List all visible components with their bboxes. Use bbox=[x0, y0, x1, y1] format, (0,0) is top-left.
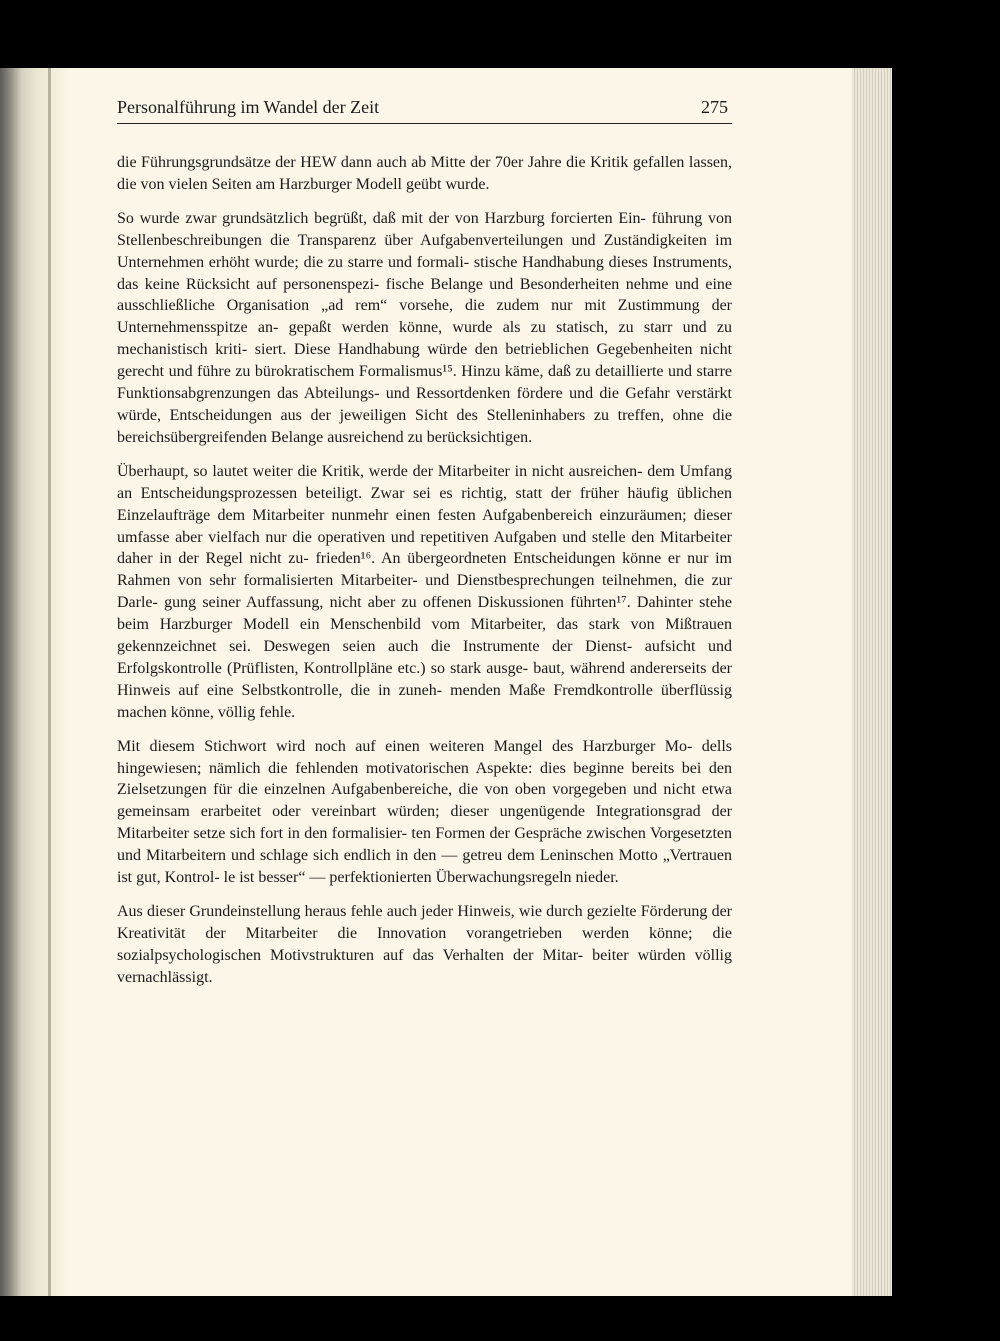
page-edges bbox=[852, 68, 892, 1296]
text-line: sich endlich in den — getreu dem Leninschen Motto „Vertrauen ist gut, Kontrol- bbox=[117, 847, 732, 887]
text-line: le ist besser“ — perfektionierten Überwachungsregeln nieder. bbox=[223, 869, 619, 887]
paragraph bbox=[117, 152, 732, 196]
text-line: und führe zu bürokratischem Formalismus¹⁵. Hinzu käme, daß zu detaillierte bbox=[168, 363, 664, 381]
text-line: So wurde zwar grundsätzlich begrüßt, daß mit der von Harzburg forcierten Ein- bbox=[117, 209, 646, 227]
text-line: und Zuständigkeiten im Unternehmen erhöht wurde; die zu starre und formali- bbox=[117, 231, 733, 271]
text-line: gefallen lassen, die von vielen Seiten am Harzburger Modell geübt wurde. bbox=[117, 154, 733, 193]
book-binding-shadow bbox=[0, 68, 70, 1296]
running-header-title: Personalführung im Wandel der Zeit bbox=[117, 97, 380, 117]
paragraph bbox=[117, 208, 732, 449]
text-line: ungenügende Integrationsgrad der Mitarbeiter setze sich fort in den formalisier- bbox=[117, 803, 732, 843]
text-line: siert. Diese Handhabung würde den betrieblichen Gegebenheiten nicht gerecht bbox=[117, 341, 733, 381]
text-line: Mißtrauen gekennzeichnet sei. Deswegen seien auch die Instrumente der Dienst- bbox=[117, 616, 732, 656]
text-line: stische Handhabung dieses Instruments, das keine Rücksicht auf personenspezi- bbox=[117, 253, 733, 293]
text-line: und die Gefahr verstärkt würde, Entscheidungen aus der jeweiligen Sicht des bbox=[117, 385, 733, 424]
text-line: menden Maße Fremdkontrolle überflüssig machen könne, völlig fehle. bbox=[117, 681, 732, 721]
running-header bbox=[117, 93, 732, 124]
text-line: „ad rem“ vorsehe, die zudem nur mit Zustimmung der Unternehmensspitze an- bbox=[117, 297, 733, 337]
text-line: fische Belange und Besonderheiten nehme und eine ausschließliche Organisation bbox=[117, 275, 733, 315]
paragraph bbox=[117, 901, 732, 989]
text-line: die Führungsgrundsätze der HEW dann auch ab Mitte der 70er Jahre die Kritik bbox=[117, 154, 629, 171]
text-line: könne; die sozialpsychologischen Motivstrukturen auf das Verhalten der Mitar- bbox=[117, 924, 733, 964]
text-line: beiter würden völlig vernachlässigt. bbox=[117, 946, 733, 986]
text-line: führung von Stellenbeschreibungen die Transparenz über Aufgabenverteilungen bbox=[117, 209, 733, 249]
text-line: gepaßt werden könne, wurde als zu statisch, zu starr und zu mechanistisch kriti- bbox=[117, 319, 732, 359]
text-line: stehe beim Harzburger Modell ein Menschenbild vom Mitarbeiter, das stark von bbox=[117, 594, 733, 634]
text-line: Mit diesem Stichwort wird noch auf einen weiteren Mangel des Harzburger Mo- bbox=[117, 737, 693, 755]
text-line: zu berücksichtigen. bbox=[407, 428, 533, 446]
paragraph bbox=[117, 736, 732, 889]
text-line: und repetitiven Aufgaben und stelle den Mitarbeiter daher in der Regel nicht zu- bbox=[117, 528, 733, 568]
text-line: baut, während andererseits der Hinweis auf eine Selbstkontrolle, die in zuneh- bbox=[117, 659, 733, 699]
text-line: Förderung der Kreativität der Mitarbeiter die Innovation vorangetrieben werden bbox=[117, 903, 733, 942]
text-line: bereits bei den Zielsetzungen für die einzelnen Aufgabenbereiche, die von oben bbox=[117, 759, 732, 799]
text-line: formalisierten Mitarbeiter- und Dienstbesprechungen teilnehmen, die zur Darle- bbox=[117, 572, 732, 612]
text-line: gung seiner Auffassung, nicht aber zu offenen Diskussionen führten¹⁷. Dahinter bbox=[164, 594, 693, 612]
text-line: dells hingewiesen; nämlich die fehlenden motivatorischen Aspekte: dies beginne bbox=[117, 737, 732, 777]
text-line: Aus dieser Grundeinstellung heraus fehle auch jeder Hinweis, wie durch gezielte bbox=[117, 903, 637, 920]
text-line: aufsicht und Erfolgskontrolle (Prüflisten, Kontrollpläne etc.) so stark ausge- bbox=[117, 638, 732, 677]
text-line: Stelleninhabers zu treffen, ohne die bereichsübergreifenden Belange ausreichend bbox=[117, 406, 733, 446]
text-line: frieden¹⁶. An übergeordneten Entscheidungen könne er nur im Rahmen von sehr bbox=[117, 550, 733, 590]
text-line: ten Formen der Gespräche zwischen Vorgesetzten und Mitarbeitern und schlage bbox=[117, 825, 732, 865]
text-line: früher häufig üblichen Einzelaufträge dem Mitarbeiter nunmehr einen festen bbox=[117, 484, 733, 524]
text-line: vorgegeben und nicht etwa gemeinsam erarbeitet oder vereinbart würden; dieser bbox=[117, 781, 733, 821]
text-line: dem Umfang an Entscheidungsprozessen beteiligt. Zwar sei es richtig, statt der bbox=[117, 462, 732, 502]
text-line: Aufgabenbereich einzuräumen; dieser umfasse aber vielfach nur die operativen bbox=[117, 506, 732, 546]
paragraph bbox=[117, 461, 732, 724]
page-number: 275 bbox=[701, 97, 728, 117]
text-line: Überhaupt, so lautet weiter die Kritik, werde der Mitarbeiter in nicht ausreichen- bbox=[117, 462, 643, 480]
binding-crease bbox=[48, 68, 51, 1296]
body-text bbox=[117, 152, 732, 1001]
text-line: und starre Funktionsabgrenzungen das Abteilungs- und Ressortdenken fördere bbox=[117, 363, 733, 403]
